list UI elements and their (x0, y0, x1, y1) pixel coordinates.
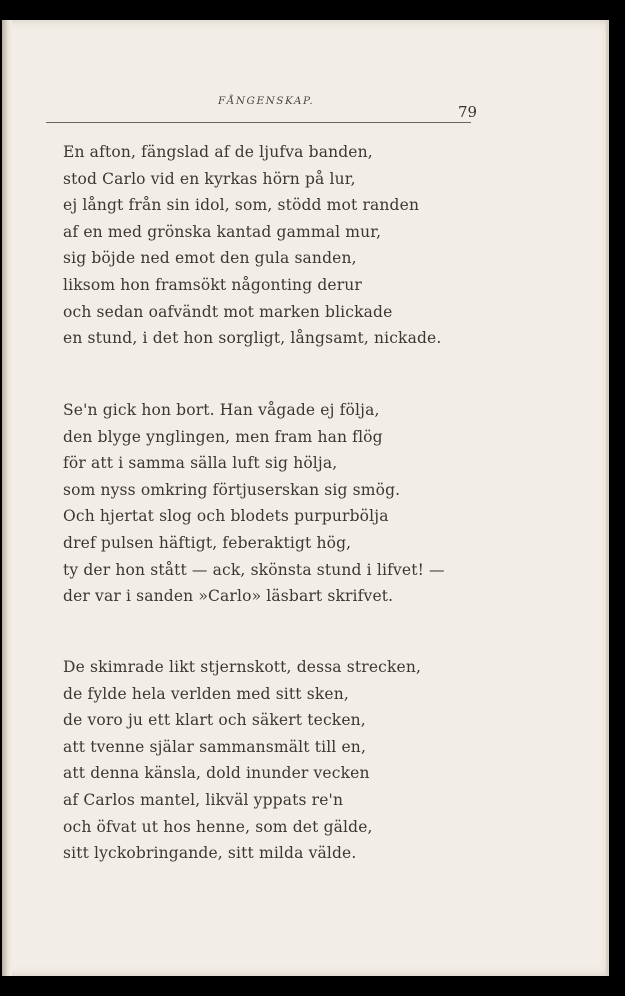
poem-line: den blyge ynglingen, men fram han flög (63, 427, 383, 446)
poem-line: och sedan oafvändt mot marken blickade (63, 302, 393, 321)
page-gutter (2, 20, 12, 976)
poem-line: att tvenne själar sammansmält till en, (63, 737, 367, 756)
poem-line: de fylde hela verlden med sitt sken, (63, 684, 349, 703)
poem-line: Se'n gick hon bort. Han vågade ej följa, (63, 401, 380, 419)
poem-line: ej långt från sin idol, som, stödd mot randen (63, 196, 420, 215)
poem-line: att denna känsla, dold inunder vecken (63, 764, 370, 783)
poem-line: liksom hon framsökt någonting derur (63, 275, 362, 294)
poem-line: som nyss omkring förtjuserskan sig smög. (63, 480, 401, 499)
poem-line: de voro ju ett klart och säkert tecken, (63, 711, 366, 730)
poem-line: en stund, i det hon sorgligt, långsamt, nickade. (63, 329, 442, 348)
poem-line: och öfvat ut hos henne, som det gälde, (63, 817, 373, 836)
poem-line: der var i sanden »Carlo» läsbart skrifvet. (63, 587, 394, 606)
poem-line: stod Carlo vid en kyrkas hörn på lur, (63, 169, 356, 188)
poem-line: för att i samma sälla luft sig hölja, (63, 454, 338, 473)
poem-line: En afton, fängslad af de ljufva banden, (63, 143, 373, 161)
page-edge (606, 20, 609, 976)
poem-line: Och hjertat slog och blodets purpurbölja (63, 507, 389, 526)
page-number: 79 (458, 103, 478, 121)
poem-line: ty der hon stått — ack, skönsta stund i lifvet! — (63, 560, 445, 579)
stanza-1 (63, 139, 441, 352)
poem-line: sitt lyckobringande, sitt milda välde. (63, 844, 357, 863)
poem-line: dref pulsen häftigt, feberaktigt hög, (63, 533, 352, 552)
running-head: FÅNGENSKAP. (218, 95, 315, 107)
poem-line: af en med grönska kantad gammal mur, (63, 222, 382, 241)
poem-line: af Carlos mantel, likväl yppats re'n (63, 790, 344, 809)
header-rule (46, 122, 471, 123)
stanza-3 (63, 654, 421, 867)
poem-line: sig böjde ned emot den gula sanden, (63, 249, 357, 268)
poem-line: De skimrade likt stjernskott, dessa strecken, (63, 658, 422, 676)
stanza-2 (63, 397, 445, 610)
